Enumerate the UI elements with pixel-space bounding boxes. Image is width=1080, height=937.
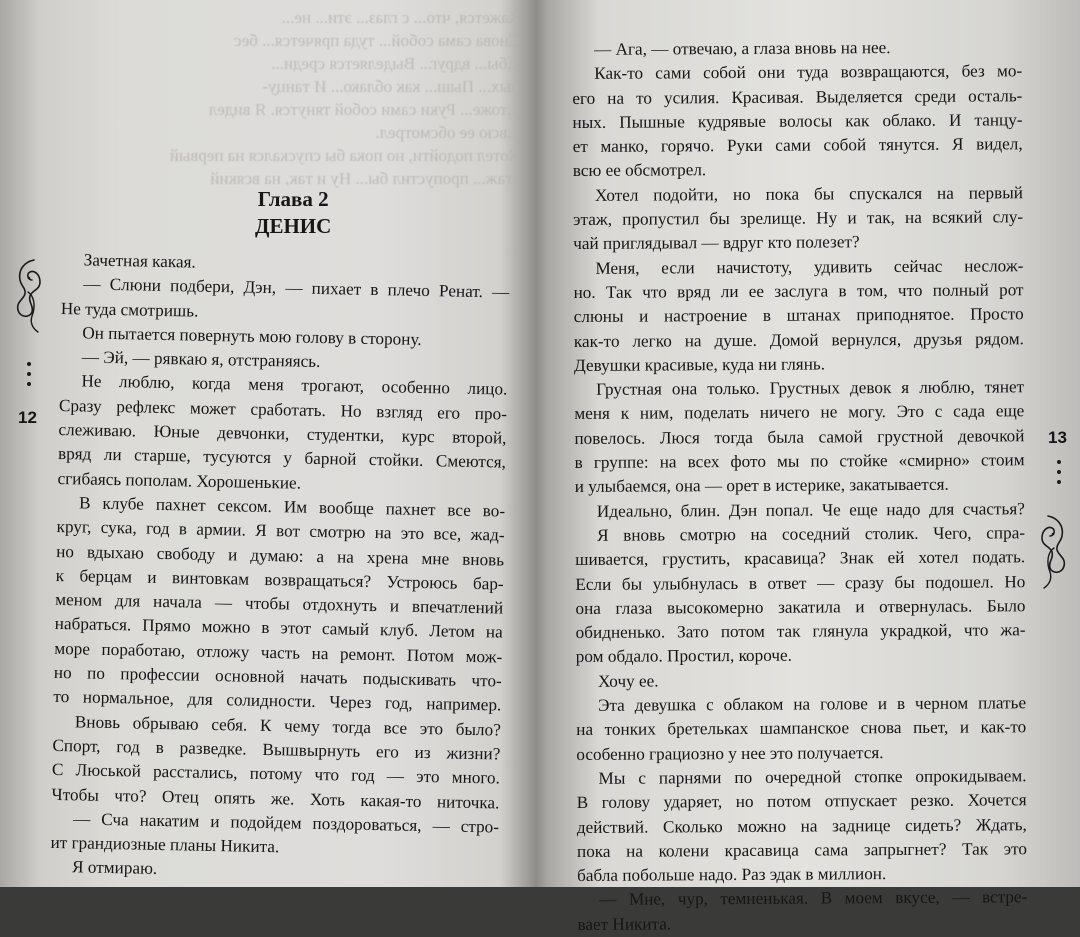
text-line: ных. Пышные кудрявые волосы как облако. И танцу- — [572, 110, 1023, 132]
text-line: Зачетная какая. — [83, 250, 196, 272]
text-line: Не туда смотришь. — [60, 298, 199, 321]
text-line: меном для начала — чтобы отдохнуть и впечатлений — [55, 590, 504, 618]
text-line: Спорт, год в разведке. Вышвырнуть его из жизни? — [52, 735, 501, 764]
bleed-through-text: Кажется, что... с глаз... эти... не... Снова сама собой... туда прячется... бес ...бы... вдруг... Выделяется среди... ных... Пыш... как облако... И танцу- ...тоже... Руки сами собой тянутся. Я видел ...всю ее обсмотрел. Хотел подойти, но пока бы спускался на первый этаж... пропустил бы... Ну и так, на всякий — [169, 8, 520, 188]
right-page-text — [572, 35, 1027, 937]
text-line: сгибаясь пополам. Хорошенькие. — [57, 468, 302, 493]
text-line: Я вновь смотрю на соседний столик. Чего, спра- — [596, 523, 1026, 545]
text-line: — Слюни подбери, Дэн, — пихает в плечо Ренат. — — [83, 274, 510, 302]
text-line: — Мне, чур, темненькая. В моем вкусе, — встре- — [599, 887, 1028, 910]
text-line: Сразу рефлекс может сработать. Но взгляд его про- — [58, 395, 508, 424]
text-line: к берцам и винтовкам возвращаться? Устроюсь бар- — [55, 565, 504, 594]
text-line: Он пытается повернуть мою голову в сторону. — [82, 323, 422, 349]
text-line: обидненько. Зато потом так глянула украдкой, что жа- — [575, 620, 1026, 643]
text-line: ет манко, горячо. Руки сами собой тянутся. Я видел, — [572, 134, 1023, 157]
text-line: Девушки красивые, куда ни глянь. — [573, 354, 826, 375]
text-line: всю ее обсмотрел. — [572, 160, 707, 181]
text-line: Эта девушка с облаком на голове и в черном платье — [598, 693, 1027, 715]
text-line: повелось. Люся тогда была самой грустной девочкой — [574, 425, 1025, 448]
text-line: Меня, если начистоту, удивить сейчас неслож- — [595, 255, 1024, 278]
chapter-name: ДЕНИС — [255, 214, 332, 238]
text-line: шивается, грустить, красавица? Знак ей хотел подать. — [575, 547, 1026, 570]
text-line: — Эй, — рявкаю я, отстраняясь. — [81, 347, 321, 372]
text-line: но. Так что вряд ли ее заслуга в том, что полный рот — [573, 280, 1024, 302]
text-line: в группе: на всех фото мы по стойке «смирно» стоим — [574, 450, 1025, 473]
page-dots — [1057, 460, 1063, 490]
text-line: В клубе пахнет сексом. Им вообще пахнет все во- — [78, 493, 506, 521]
text-line: слеживаю. Юные девчонки, студентки, курс второй, — [58, 420, 507, 448]
text-line: вает Никита. — [577, 914, 672, 934]
text-line: она глаза высокомерно закатила и отвернулась. Было — [575, 596, 1026, 618]
text-line: Хотел подойти, но пока бы спускался на первый — [594, 183, 1024, 205]
text-line: но по профессии основной начать подыскивать что- — [53, 662, 502, 691]
text-line: ит грандиозные планы Никита. — [50, 833, 280, 857]
left-page — [0, 0, 532, 887]
page-number-left: 12 — [18, 408, 37, 427]
face-profile-ornament-icon — [1032, 512, 1072, 592]
text-line: Не люблю, когда меня трогают, особенно лицо. — [81, 371, 508, 400]
text-line: Если бы улыбнулась в ответ — сразу бы подошел. Но — [575, 571, 1026, 594]
text-line: — Сча накатим и подойдем поздороваться, — стро- — [72, 809, 500, 837]
text-line: набраться. Прямо можно в этот самый клуб. Летом на — [54, 614, 503, 642]
text-line: С Люськой расстались, потому что год — это много. — [51, 760, 501, 788]
text-line: Вновь обрываю себя. К чему тогда все это было? — [74, 711, 502, 740]
text-line: то нормальное, для солидности. Через год, например. — [53, 687, 502, 715]
chapter-label: Глава 2 — [257, 187, 329, 211]
text-line: море поработаю, отложу часть на ремонт. Потом мож- — [54, 638, 503, 667]
text-line: действий. Сколько можно на заднице сидеть? Ждать, — [576, 814, 1027, 837]
text-line: чай приглядывал — вдруг кто полезет? — [573, 232, 860, 254]
text-line: но вдыхаю свободу и думаю: а на хрена мне вновь — [55, 541, 505, 570]
text-line: как-то легко на душе. Домой вернулся, друзья рядом. — [573, 328, 1024, 351]
text-line: и улыбаемся, она — орет в истерике, закатывается. — [574, 475, 949, 497]
text-line: пока на колени красавица сама запрыгнет? Так это — [576, 839, 1028, 861]
text-line: Идеально, блин. Дэн попал. Че еще надо для счастья? — [596, 498, 1025, 521]
text-line: бабла побольше надо. Раз эдак в миллион. — [577, 864, 887, 886]
text-line: Грустная она только. Грустных девок я люблю, тянет — [596, 377, 1025, 400]
text-line: особенно грациозно у нее это получается. — [576, 742, 884, 764]
text-line: ром обдало. Простил, короче. — [575, 646, 792, 667]
chapter-heading — [255, 186, 331, 240]
text-line: слюны и настроение в штанах приподнятое. Просто — [573, 304, 1024, 327]
page-number-right: 13 — [1048, 428, 1067, 447]
text-line: вряд ли старше, тусуются у барной стойки. Смеются, — [57, 444, 507, 472]
text-line: его на то усилия. Красивая. Выделяется среди осталь- — [572, 85, 1023, 108]
right-page — [540, 0, 1080, 934]
text-line: Мы с парнями по очередной стопке опрокидываем. — [598, 766, 1027, 788]
text-line: меня к ним, поделать ничего не могу. Это с сада еще — [574, 401, 1025, 424]
text-line: на тонких бретельках шампанское снова пьет, и как-то — [576, 717, 1027, 740]
text-line: Как-то сами собой они туда возвращаются, без мо- — [594, 61, 1023, 84]
text-line: Я отмираю. — [71, 857, 158, 879]
text-line: круг, сука, год в армии. Я вот смотрю на это все, жад- — [56, 517, 505, 545]
face-profile-ornament-icon — [10, 256, 50, 336]
text-line: Чтобы что? Отец опять же. Хоть какая-то ниточка. — [51, 784, 500, 813]
text-line: В голову ударяет, но потом отпускает резко. Хочется — [576, 790, 1027, 813]
text-line: Хочу ее. — [597, 671, 659, 691]
text-line: — Ага, — отвечаю, а глаза вновь на нее. — [594, 38, 891, 59]
left-page-text — [50, 248, 510, 888]
page-dots — [27, 362, 33, 392]
text-line: этаж, пропустил бы зрелище. Ну и так, на всякий слу- — [573, 207, 1024, 230]
